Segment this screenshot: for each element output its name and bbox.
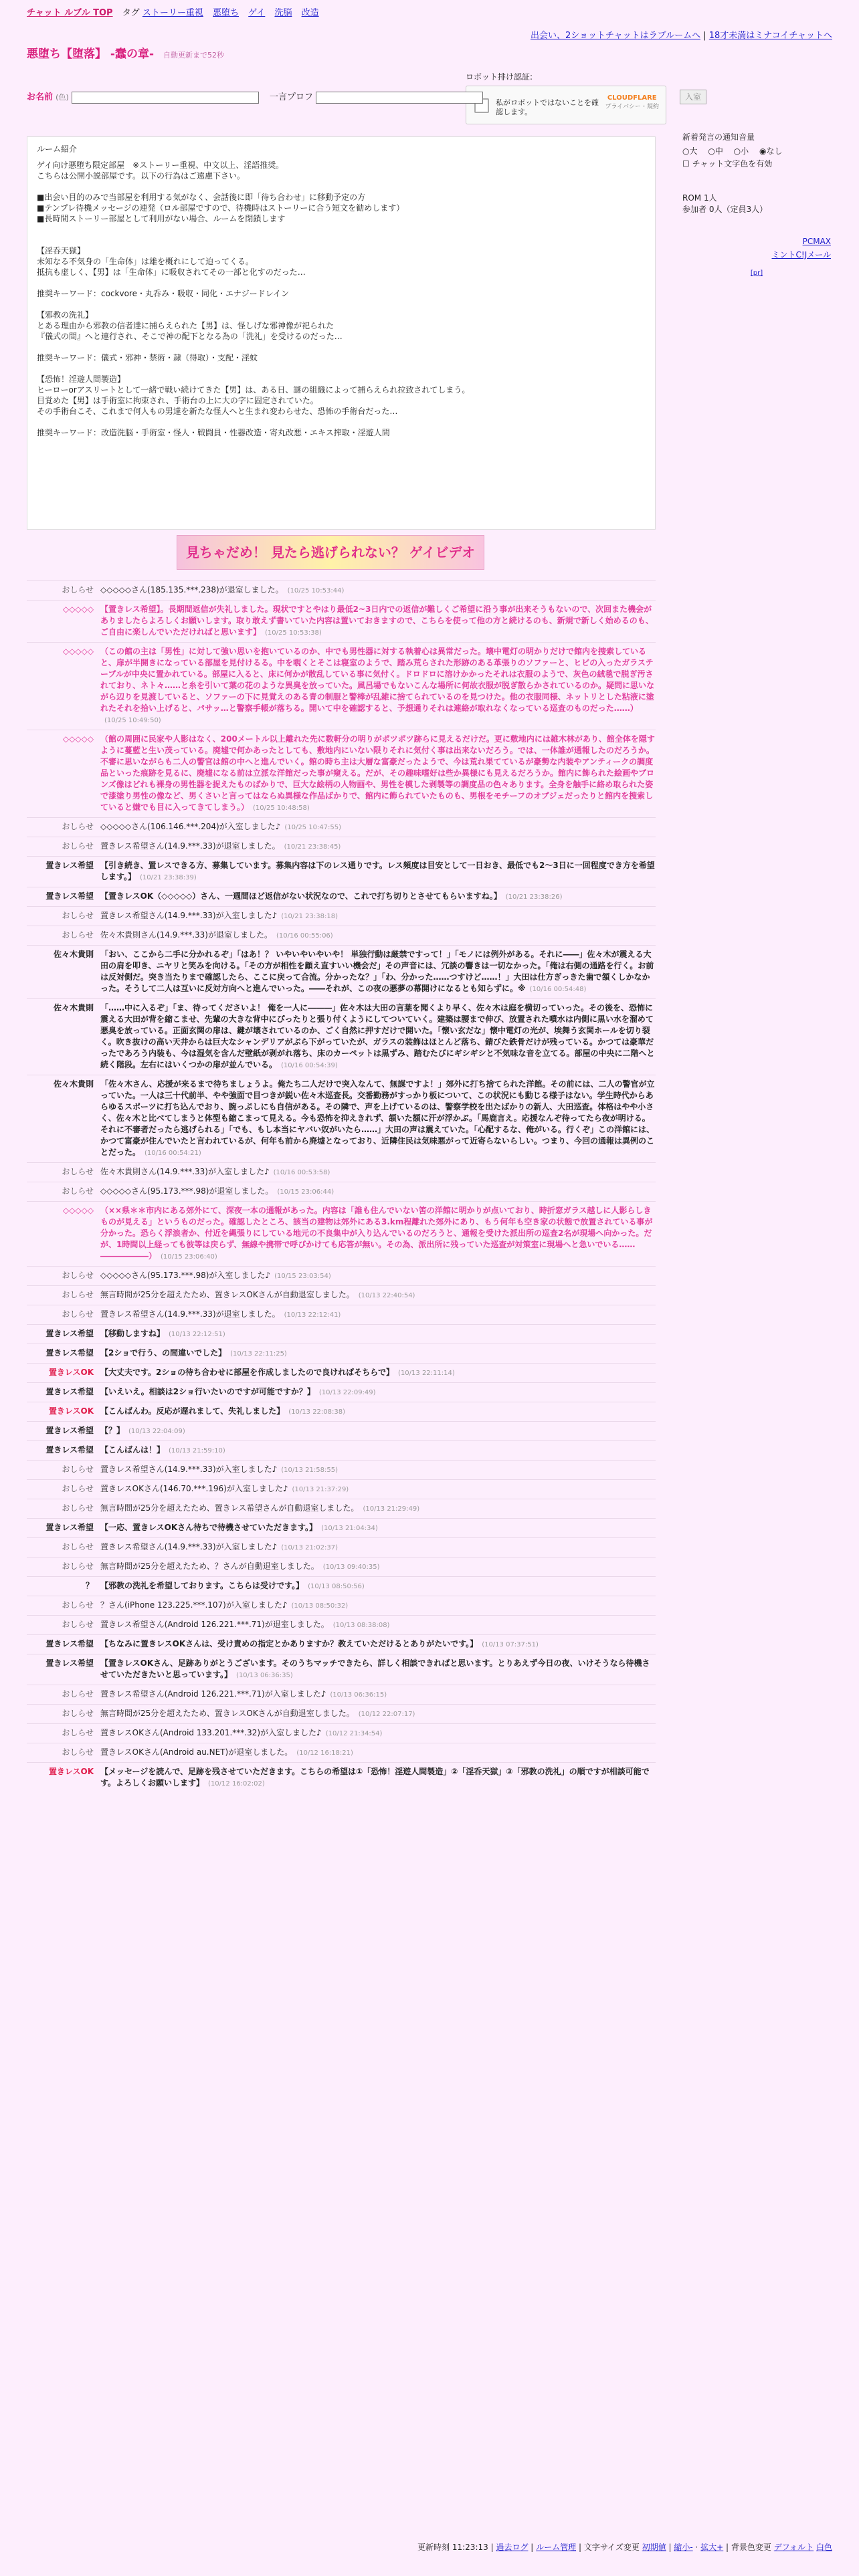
chat-message — [100, 891, 656, 903]
chat-message — [100, 1348, 656, 1360]
chat-message — [100, 821, 656, 833]
chat-speaker: おしらせ — [62, 1465, 94, 1474]
chat-message — [100, 1367, 656, 1379]
chat-speaker: 置きレス希望 — [45, 1329, 94, 1338]
volume-options — [682, 145, 831, 156]
chat-text: 【引き続き、置レスできる方、募集しています。募集内容は下のレス通りです。レス頻度は目安として一日おき、最低でも2～3日に一回程度でき方を希望します。】 — [100, 861, 655, 881]
room-intro-body: ゲイ向け悪堕ち限定部屋 ※ストーリー重視、中文以上、淫語推奨。 こちらは公開小説部屋です。以下の行為はご遠慮下さい。 ■出会い目的のみで当部屋を利用する気がなく、会話後に即「待ち合わせ」に移動予定の方 ■テンプレ待機メッセージの連発（ロル部屋ですので、待機時はストーリーに合う短文を勧めします） ■長時間ストーリー部屋として利用がない場合、ルームを閉鎖します 【淫呑天獄】 未知なる不気身の「生命体」は雄を概れにして迫ってくる。 抵抗も虚しく、【男】は「生命体」に吸収されてその一部と化すのだった… 推奨キーワード：cockvore・丸呑み・吸収・同化・エナジードレイン 【邪教の洗礼】 とある理由から邪教の信者達に捕らえられた【男】は、怪しげな邪神像が祀られた 『儀式の間』へと連行され、そこで神の配下となる為の「洗礼」を受けるのだった… 推奨キーワード：儀式・邪神・禁術・隷（得取）・支配・淫蚊 【恐怖！淫遊人間製造】 ヒーローorアスリートとして一緒で戦い続けてきた【男】は、ある日、謎の組織によって捕らえられ拉致されてしまう。 目覚めた【男】は手術室に拘束され、手術台の上に大の字に固定されていた。 その手術台こそ、これまで何人もの男達を新たな怪人へと生まれ変わらせた、恐怖の手術台だった… 推奨キーワード：改造洗脳・手術室・怪人・戦闘員・性器改造・寄丸改悪・エキス搾取・淫遊人間 — [37, 160, 470, 437]
past-log-link[interactable]: 過去ログ — [496, 2543, 529, 2552]
chat-message — [100, 1270, 656, 1282]
chat-time: (10/13 22:11:14) — [398, 1370, 455, 1377]
chat-text: 置きレス希望さん(14.9.***.33)が入室しました♪ — [100, 1465, 278, 1474]
chat-message — [100, 1658, 656, 1681]
chat-speaker: 置きレス希望 — [45, 891, 94, 901]
chat-message — [100, 949, 656, 995]
chat-row — [27, 1162, 656, 1182]
chat-speaker: 佐々木貴則 — [53, 1079, 94, 1089]
top-right-links — [531, 28, 832, 41]
chat-text: 【？】 — [100, 1426, 125, 1435]
chat-text: 【一応、置きレスOKさん待ちで待機させていただきます。】 — [100, 1523, 318, 1532]
chat-text: 無言時間が25分を超えたため、？さんが自動退室しました。 — [100, 1562, 319, 1571]
chat-row — [27, 600, 656, 642]
chat-speaker: 置きレス希望 — [45, 1445, 94, 1455]
chat-time: (10/16 00:54:48) — [529, 986, 587, 993]
chat-speaker: おしらせ — [62, 1503, 94, 1513]
chat-row — [27, 1723, 656, 1743]
captcha-widget[interactable] — [466, 86, 666, 124]
chat-text: ◇◇◇◇◇さん(185.135.***.238)が退室しました。 — [100, 585, 284, 595]
profile-label: 一言プロフ — [270, 92, 314, 102]
enter-button[interactable]: 入室 — [680, 90, 706, 104]
chat-row — [27, 1382, 656, 1402]
chat-time: (10/13 06:36:15) — [330, 1691, 387, 1699]
chat-text: 置きレスOKさん(Android 133.201.***.32)が入室しました♪ — [100, 1728, 322, 1737]
chat-row — [27, 1557, 656, 1576]
chat-row — [27, 945, 656, 998]
chat-message — [100, 1079, 656, 1159]
chat-message — [100, 734, 656, 814]
bg-white-link[interactable]: 白色 — [816, 2543, 832, 2552]
chat-time: (10/13 21:59:10) — [169, 1447, 225, 1455]
chat-time: (10/25 10:49:50) — [104, 717, 161, 724]
cloudflare-logo — [605, 94, 659, 110]
chat-row — [27, 1402, 656, 1421]
tag-link-fall[interactable]: 悪堕ち — [213, 8, 240, 18]
chat-message — [100, 1483, 656, 1495]
chat-time: (10/13 22:40:54) — [358, 1292, 415, 1299]
chat-speaker: おしらせ — [62, 1600, 94, 1610]
font-enlarge-link[interactable]: 拡大+ — [700, 2543, 724, 2552]
chat-speaker: おしらせ — [62, 1728, 94, 1737]
chat-message — [100, 1503, 656, 1515]
chat-speaker: ？ — [85, 1581, 94, 1590]
chat-message — [100, 1689, 656, 1701]
chat-time: (10/13 22:12:51) — [169, 1331, 225, 1338]
volume-heading: 新着発言の通知音量 — [682, 132, 755, 142]
chat-text: 【置きレス希望】。長期間返信が失礼しました。現状ですとやはり最低2~3日内での返信が難しくご希望に沿う事が出来そうもないので、次回また機会がありましたらよろしくお願いします。取り敢えず書いていた内容は置いておきますので、こちらを使って他の方と続けるのも、新規で新しく始めるのも、ご自由に楽しんでいただければと思います】 — [100, 605, 654, 637]
volume-option-medium[interactable]: ○中 — [708, 146, 723, 156]
chat-time: (10/13 08:50:56) — [308, 1583, 365, 1590]
chat-message — [100, 1386, 656, 1398]
chat-time: (10/21 23:38:45) — [284, 843, 341, 851]
chat-row — [27, 1685, 656, 1704]
volume-option-none[interactable]: ◉なし — [759, 146, 783, 156]
chat-row — [27, 1182, 656, 1201]
chat-speaker: おしらせ — [62, 1620, 94, 1629]
chat-row — [27, 1704, 656, 1723]
font-shrink-link[interactable]: 縮小- — [674, 2543, 693, 2552]
chat-time: (10/13 22:04:09) — [128, 1428, 185, 1435]
profile-input[interactable] — [316, 92, 483, 104]
captcha-text: 私がロボットではないことを確認します。 — [496, 98, 599, 116]
chat-text: 置きレス希望さん(14.9.***.33)が退室しました。 — [100, 841, 280, 851]
chat-speaker: おしらせ — [62, 1167, 94, 1176]
volume-option-small[interactable]: ○小 — [733, 146, 749, 156]
tag-link-gay[interactable]: ゲイ — [248, 8, 266, 18]
top-nav — [27, 5, 326, 18]
chat-time: (10/13 09:40:35) — [322, 1564, 380, 1571]
sidebar — [682, 131, 831, 277]
chat-message — [100, 1406, 656, 1418]
chat-time: (10/13 22:08:38) — [288, 1408, 346, 1416]
chat-text: 置きレス希望さん(Android 126.221.***.71)が入室しました♪ — [100, 1689, 326, 1699]
chat-message — [100, 1766, 656, 1790]
chat-text: 佐々木貴則さん(14.9.***.33)が入室しました♪ — [100, 1167, 270, 1176]
chat-message — [100, 1186, 656, 1198]
chat-time: (10/21 23:38:18) — [281, 913, 338, 920]
chat-message — [100, 1328, 656, 1340]
rom-count: ROM 1人 — [682, 193, 717, 203]
chat-message — [100, 1727, 656, 1739]
chat-text: 「おい、ここから二手に分かれるぞ」「はあ！？ いやいやいやいや！ 単独行動は厳禁ですって！」「モノには例外がある。それに――」佐々木が震える大田の肩を叩き、ニヤリと笑みを向ける。「その方が相性を顧え直すいい機会だ」その声音には、冗談の響きは一切なかった。「俺は右側の通路を行く。お前は反対側だ。突き当たりまで確認したら、ここに戻って合流。分かったな？」「わ、分かった……つすけど……！」大田は仕方ぎっきた歯で頷くしかなかった。そうして二人は互いに反対方向へと進んでいった。――それが、この夜の悪夢の幕開けになるとも知らずに。※ — [100, 950, 654, 993]
chat-message — [100, 1600, 656, 1612]
chat-speaker: 置きレス希望 — [45, 1387, 94, 1396]
chat-time: (10/13 06:36:35) — [236, 1672, 293, 1679]
chat-time: (10/12 22:07:17) — [358, 1711, 415, 1718]
volume-option-large[interactable]: ○大 — [682, 146, 698, 156]
chat-row — [27, 856, 656, 887]
chat-message — [100, 1522, 656, 1534]
chat-text: 置きレス希望さん(14.9.***.33)が入室しました♪ — [100, 911, 278, 920]
chat-speaker: おしらせ — [62, 1290, 94, 1299]
chat-speaker: おしらせ — [62, 1689, 94, 1699]
robot-label: ロボット排け認証: — [466, 72, 533, 82]
chat-speaker: 置きレス希望 — [45, 1426, 94, 1435]
chat-time: (10/13 08:38:08) — [332, 1622, 390, 1629]
chat-time: (10/13 21:02:37) — [281, 1544, 338, 1551]
mint-link[interactable]: ミントC!Jメール — [771, 250, 831, 259]
chat-time: (10/13 07:37:51) — [482, 1641, 539, 1648]
chat-row — [27, 1499, 656, 1518]
chat-message — [100, 910, 656, 922]
chat-speaker: おしらせ — [62, 1562, 94, 1571]
footer: 更新時刻 11:23:13 | 過去ログ | ルーム管理 | 文字サイズ変更 初期値 | 縮小- · 拡大+ | 背景色変更 デフォルト 白色 — [417, 2543, 832, 2552]
chat-speaker: おしらせ — [62, 1542, 94, 1551]
love-room-link[interactable]: 出会い、2ショットチャットはラブルームへ — [530, 31, 701, 41]
chat-message — [100, 1708, 656, 1720]
pr-link[interactable]: [pr] — [750, 270, 763, 277]
cloudflare-brand: CLOUDFLARE — [607, 94, 657, 102]
chat-message — [100, 1561, 656, 1573]
chat-speaker: 佐々木貴則 — [53, 1003, 94, 1012]
chat-row — [27, 1518, 656, 1537]
chat-text: 【こんばんわ。反応が遅れまして、失礼しました】 — [100, 1406, 285, 1416]
chat-message — [100, 860, 656, 883]
chat-time: (10/13 08:50:32) — [291, 1602, 349, 1610]
chat-row — [27, 1537, 656, 1557]
page-title — [27, 44, 224, 61]
chat-time: (10/16 00:54:39) — [281, 1062, 338, 1069]
tag-link-modify[interactable]: 改造 — [301, 8, 319, 18]
update-time: 更新時刻 11:23:13 — [417, 2543, 488, 2552]
chat-message — [100, 1205, 656, 1263]
chat-speaker: おしらせ — [62, 1186, 94, 1196]
chat-speaker: ◇◇◇◇◇ — [62, 605, 94, 614]
chat-message — [100, 604, 656, 639]
chat-time: (10/25 10:53:38) — [265, 629, 322, 637]
chat-text: 佐々木貴則さん(14.9.***.33)が退室しました。 — [100, 930, 272, 940]
chat-speaker: おしらせ — [62, 822, 94, 831]
chat-row — [27, 1634, 656, 1654]
chat-time: (10/15 23:06:44) — [277, 1188, 335, 1196]
chat-row — [27, 1201, 656, 1266]
chat-text: 無言時間が25分を超えたため、置きレスOKさんが自動退室しました。 — [100, 1709, 355, 1718]
chat-message — [100, 646, 656, 726]
chat-row — [27, 730, 656, 817]
chat-text: （××県＊＊市内にある郊外にて、深夜一本の通報があった。内容は「誰も住んでいない筈の洋館に明かりが点いており、時折窓ガラス越しに人影らしきものが見える」というものだった。確認したところ、該当の建物は郊外にある3.km程離れた郊外にあり、もう何年も空き家の状態で放置されている事が分かった。恐らく浮浪者か、付近を縄張りにしている地元の不良集中が入り込んでいるのだろうと、通報を受けた派出所の巡査2名が現場へ向かった。だが、1時間以上経っても彼等は戻らず、無線や携帯で呼びかけても応答が無い。その為、派出所に残っていた巡査が対策室に現場へと急いでいる……――――――） — [100, 1206, 653, 1261]
chat-row — [27, 1075, 656, 1162]
chat-row — [27, 887, 656, 906]
room-title: 悪堕ち【堕落】 -蠢の章- — [27, 47, 155, 61]
chat-time: (10/12 16:02:02) — [208, 1780, 265, 1788]
captcha-links[interactable]: プライバシー・規約 — [605, 104, 659, 110]
chat-message — [100, 1464, 656, 1476]
bg-color-label: 背景色変更 — [731, 2543, 771, 2552]
chat-text: ？さん(iPhone 123.225.***.107)が入室しました♪ — [100, 1600, 288, 1610]
font-default-link[interactable]: 初期値 — [642, 2543, 666, 2552]
chat-time: (10/12 16:18:21) — [296, 1749, 353, 1757]
chat-message — [100, 841, 656, 853]
chat-speaker: おしらせ — [62, 1271, 94, 1280]
chat-speaker: おしらせ — [62, 841, 94, 851]
chat-text: （この館の主は「男性」に対して強い思いを抱いているのか、中でも男性器に対する執着心は異常だった。壊中電灯の明かりだけで館内を捜索していると、扉が半開きになっている部屋を見付けるる。中を覗くとそこは寝室のようで、踏み荒らされた形跡のある革張りのソファーと、ヒビの入ったガラステーブルが中央に置かれている。部屋に入ると、床に何かが散乱している事に気付く。ドロドロに溶けかかったそれは衣服のようで、灰色の絨毯で脱ぎ汚されており、ネト々……と糸を引いて葉の花のような異臭を放っていた。風呂場でもないこんな場所に何故衣服が脱ぎ散らかされているのか。疑問に思いながら辺りを見渡していると、ソファーの下に見覚えのある青の制服と警棒が乱雑に捨てられているのを見つけた。他の衣服同様、ネットリとした粘液に塗れたそれを拾い上げると、パサッ…と警察手帳が落ちる。開いて中を確認すると、予想通りそれは連絡が取れなくなっている巡査のものだった……） — [100, 647, 655, 713]
chat-time: (10/21 23:38:26) — [505, 893, 563, 901]
chat-row — [27, 998, 656, 1075]
chat-row — [27, 1324, 656, 1344]
minakoi-link[interactable]: 18才未満はミナコイチャットへ — [708, 31, 832, 41]
chat-time: (10/16 00:55:06) — [276, 932, 333, 940]
name-label: お名前 — [27, 92, 54, 102]
chat-speaker: ◇◇◇◇◇ — [62, 1206, 94, 1215]
chat-text: ◇◇◇◇◇さん(95.173.***.98)が退室しました。 — [100, 1186, 274, 1196]
room-intro-label: ルーム紹介 — [37, 144, 78, 154]
chat-time: (10/25 10:48:58) — [253, 804, 310, 812]
chat-message — [100, 1309, 656, 1321]
chat-text: 【邪教の洗礼を希望しております。こちらは受けです。】 — [100, 1581, 304, 1590]
chat-message — [100, 1638, 656, 1650]
chat-time: (10/13 22:12:41) — [284, 1311, 341, 1319]
chat-row — [27, 1460, 656, 1479]
chat-time: (10/15 23:06:40) — [161, 1253, 217, 1261]
chat-message — [100, 1541, 656, 1553]
chat-text: （館の周囲に民家や人影はなく、200メートル以上離れた先に数軒分の明りがポツポツ跡らに見えるだけだ。更に敷地内には雑木林があり、館全体を隠すように蔓藍と生い茂っている。廃墟で何かあったとしても、敷地内にいない限りそれに気付く事は出来ないだろう。では、一体誰が通報したのだろうか。不審に思いながらも二人の警官は館の中へと進んでいく。館の時ち主は大層な富豪だったようで、今は荒れ果てているが豪勢な内装やアンティークの調度品といった痕跡を見るに、廃墟になる前は立派な洋館だった事が窺える。だが、その趣味嗜好は些か異様にも見えるだろうか。館内に飾られた絵画やブロンズ像はどれも裸身の男性器を捉えたものばかりで、巨大な絵柄の人物画や、男性を模した剥製等の調度品の色々あります。全身を触手に絡め取られた姿で漆塗り男性の像など、男くさいと言ってはならぬ異様な作品ばかりで、館内に飾られていたものも、男根をモチーフのオブジェだったりと館内を捜索していると嫌でも目に入ってきてしまう。） — [100, 734, 655, 812]
chat-message — [100, 1166, 656, 1178]
chat-time: (10/15 23:03:54) — [274, 1273, 331, 1280]
separator: | — [703, 31, 706, 41]
chat-speaker: 置きレスOK — [48, 1368, 94, 1377]
chat-time: (10/16 00:53:58) — [273, 1169, 330, 1176]
chat-row — [27, 1363, 656, 1382]
chat-color-toggle[interactable]: ☐ チャット文字色を有効 — [682, 159, 773, 169]
chat-time: (10/13 21:37:29) — [292, 1486, 349, 1493]
chat-time: (10/13 22:09:49) — [318, 1389, 376, 1396]
chat-text: 置きレスOKさん(146.70.***.196)が入室しました♪ — [100, 1484, 288, 1493]
chat-text: 置きレスOKさん(Android au.NET)が退室しました。 — [100, 1747, 293, 1757]
auto-refresh-countdown: 自動更新まで52秒 — [163, 51, 224, 60]
chat-text: 置きレス希望さん(14.9.***.33)が退室しました。 — [100, 1309, 280, 1319]
chat-text: 【ちなみに置きレスOKさんは、受け責めの指定とかありますか？教えていただけるとありがたいです。】 — [100, 1639, 478, 1648]
chat-row — [27, 1266, 656, 1285]
chat-row — [27, 1305, 656, 1324]
chat-message — [100, 584, 656, 597]
chat-time: (10/13 21:29:49) — [363, 1505, 420, 1513]
chat-text: 【2ショで行う、の間違いでした】 — [100, 1348, 227, 1358]
chat-text: 【置きレスOKさん、足跡ありがとうございます。そのうちマッチできたら、詳しく相談できればと思います。とりあえず今日の夜、いけそうなら待機させていただきたいと思っています。】 — [100, 1658, 650, 1679]
chat-time: (10/12 21:34:54) — [325, 1730, 383, 1737]
chat-speaker: 置きレス希望 — [45, 1523, 94, 1532]
chat-time: (10/13 21:58:55) — [281, 1467, 338, 1474]
chat-row — [27, 1615, 656, 1634]
chat-row — [27, 642, 656, 730]
brand-link[interactable]: チャット ルブル TOP — [27, 8, 113, 18]
chat-text: 無言時間が25分を超えたため、置きレスOKさんが自動退室しました。 — [100, 1290, 355, 1299]
chat-speaker: 置きレス希望 — [45, 1658, 94, 1668]
chat-log — [27, 580, 656, 1793]
chat-row — [27, 580, 656, 600]
chat-text: 置きレス希望さん(Android 126.221.***.71)が退室しました。 — [100, 1620, 329, 1629]
chat-time: (10/25 10:47:55) — [284, 824, 342, 831]
chat-message — [100, 930, 656, 942]
room-admin-link[interactable]: ルーム管理 — [536, 2543, 577, 2552]
chat-message — [100, 1289, 656, 1301]
chat-speaker: 置きレスOK — [48, 1767, 94, 1776]
chat-row — [27, 906, 656, 926]
chat-time: (10/16 00:54:21) — [145, 1150, 201, 1157]
chat-text: 【メッセージを読んで、足跡を残させていただきます。こちらの希望は①「恐怖！淫遊人間製造」②「淫呑天獄」③「邪教の洗礼」の順ですが相談可能です。よろしくお願いします】 — [100, 1767, 650, 1788]
chat-text: 「……中に入るぞ」「ま、待ってくださいよ！ 俺を一人に―――」佐々木は大田の言葉を聞くより早く、佐々木は庭を横切っていった。その後を、恐怖に震える大田が背を縮こませ、先輩の大きな背中にぴったりと張り付くようにしてついていく。建築は腰まで伸び、放置された噴水は内側に黒い水を溜めて悪臭を放っている。正面玄関の扉は、鍵が壊されているのか、ごく自然に押すだけで開いた。「懐い玄だな」懐中電灯の光が、埃舞う玄関ホールを切り裂く。吹き抜けの高い天井からは巨大なシャンデリアがぶら下がっていたが、ガラスの装飾はほとんど落ち、錆びた鉄骨だけが残っている。かつては豪華だったであろう内装も、今は湿気を含んだ壁紙が剥がれ落ち、床のカーペットは黒ずみ、踏むたびにギシギシと不気味な音を立てる。部屋の中央に二階へと続く階段。左右にはいくつかの扉が並んでいる。 — [100, 1003, 655, 1069]
chat-speaker: 置きレス希望 — [45, 1348, 94, 1358]
chat-speaker: 佐々木貴則 — [53, 950, 94, 959]
chat-row — [27, 1596, 656, 1615]
tag-link-story[interactable]: ストーリー重視 — [142, 8, 203, 18]
chat-row — [27, 1421, 656, 1440]
tag-link-brainwash[interactable]: 洗脳 — [274, 8, 292, 18]
name-color-hint: (色) — [56, 93, 69, 102]
chat-speaker: おしらせ — [62, 911, 94, 920]
chat-row — [27, 1344, 656, 1363]
chat-text: ◇◇◇◇◇さん(106.146.***.204)が入室しました♪ — [100, 822, 281, 831]
member-count: 参加者 0人（定員3人） — [682, 205, 768, 214]
chat-row — [27, 817, 656, 837]
chat-row — [27, 1743, 656, 1762]
chat-speaker: 置きレス希望 — [45, 1639, 94, 1648]
chat-speaker: おしらせ — [62, 585, 94, 595]
chat-row — [27, 837, 656, 856]
chat-text: 【いえいえ。相談は2ショ行いたいのですが可能ですか？】 — [100, 1387, 315, 1396]
bg-default-link[interactable]: デフォルト — [773, 2543, 814, 2552]
chat-text: 【移動しますね】 — [100, 1329, 165, 1338]
chat-row — [27, 1440, 656, 1460]
chat-time: (10/13 22:11:25) — [230, 1350, 287, 1358]
chat-speaker: おしらせ — [62, 1484, 94, 1493]
chat-text: 【大丈夫です。2ショの待ち合わせに部屋を作成しましたので良ければそちらで】 — [100, 1368, 395, 1377]
room-intro — [27, 136, 656, 530]
chat-speaker: ◇◇◇◇◇ — [62, 734, 94, 744]
tag-label: タグ — [122, 8, 140, 18]
chat-row — [27, 1285, 656, 1305]
chat-message — [100, 1002, 656, 1071]
chat-text: 「佐々木さん、応援が来るまで待ちましょうよ。俺たち二人だけで突入なんて、無謀ですよ！」郊外に打ち捨てられた洋館。その前には、二人の警官が立っていた。一人は三十代前半、やや強面で目つきが鋭い佐々木巡査長。交番勤務がすっかり板について、この状況にも動じる様子はない。学生時代からあらゆるスポーツに打ち込んでおり、腕っぷしにも自信がある。その隣で、声を上げているのは、警察学校を出たばかりの新人、大田巡査。体格はやや小さく、佐々木と比べてしまうと体型も縮こまって見える。今も恐怖を抑えきれず、頷いた額に汗が浮かぶ。「馬鹿言え。応援なんぞ待ってたら夜が明ける。それに不審者だったら逃げられる」「でも、もし本当にヤバい奴がいたら……」大田の声は震えていた。「心配するな、俺がいる。行くぞ」この洋館には、かつて富豪が住んでいたと言われているが、何年も前から廃墟となっており、近隣住民は気味悪がって近寄らないらしい。つまり、今回の通報は異例のことだった。 — [100, 1079, 655, 1157]
chat-speaker: おしらせ — [62, 930, 94, 940]
chat-time: (10/13 21:04:34) — [321, 1525, 378, 1532]
chat-speaker: おしらせ — [62, 1309, 94, 1319]
chat-message — [100, 1580, 656, 1592]
chat-speaker: おしらせ — [62, 1709, 94, 1718]
ad-banner[interactable]: 見ちゃだめ！ 見たら逃げられない？ ゲイビデオ — [177, 535, 484, 570]
chat-text: ◇◇◇◇◇さん(95.173.***.98)が入室しました♪ — [100, 1271, 271, 1280]
font-size-label: 文字サイズ変更 — [583, 2543, 640, 2552]
chat-row — [27, 1576, 656, 1596]
chat-text: 【置きレスOK（◇◇◇◇◇）さん、一週間ほど返信がない状況なので、これで打ち切りとさせてもらいますね。】 — [100, 891, 502, 901]
entry-form — [27, 90, 483, 104]
chat-text: 無言時間が25分を超えたため、置きレス希望さんが自動退室しました。 — [100, 1503, 359, 1513]
chat-time: (10/21 23:38:39) — [140, 874, 197, 881]
chat-message — [100, 1619, 656, 1631]
chat-message — [100, 1425, 656, 1437]
chat-row — [27, 1762, 656, 1793]
chat-row — [27, 1654, 656, 1685]
chat-message — [100, 1747, 656, 1759]
chat-text: 置きレス希望さん(14.9.***.33)が入室しました♪ — [100, 1542, 278, 1551]
chat-time: (10/25 10:53:44) — [287, 587, 345, 595]
sidebar-links — [682, 235, 831, 261]
chat-speaker: ◇◇◇◇◇ — [62, 647, 94, 656]
name-input[interactable] — [72, 92, 259, 104]
chat-row — [27, 1479, 656, 1499]
pcmax-link[interactable]: PCMAX — [802, 237, 831, 246]
chat-text: 【こんばんは！】 — [100, 1445, 165, 1455]
chat-message — [100, 1444, 656, 1457]
chat-speaker: おしらせ — [62, 1747, 94, 1757]
chat-speaker: 置きレスOK — [48, 1406, 94, 1416]
chat-row — [27, 926, 656, 945]
chat-speaker: 置きレス希望 — [45, 861, 94, 870]
